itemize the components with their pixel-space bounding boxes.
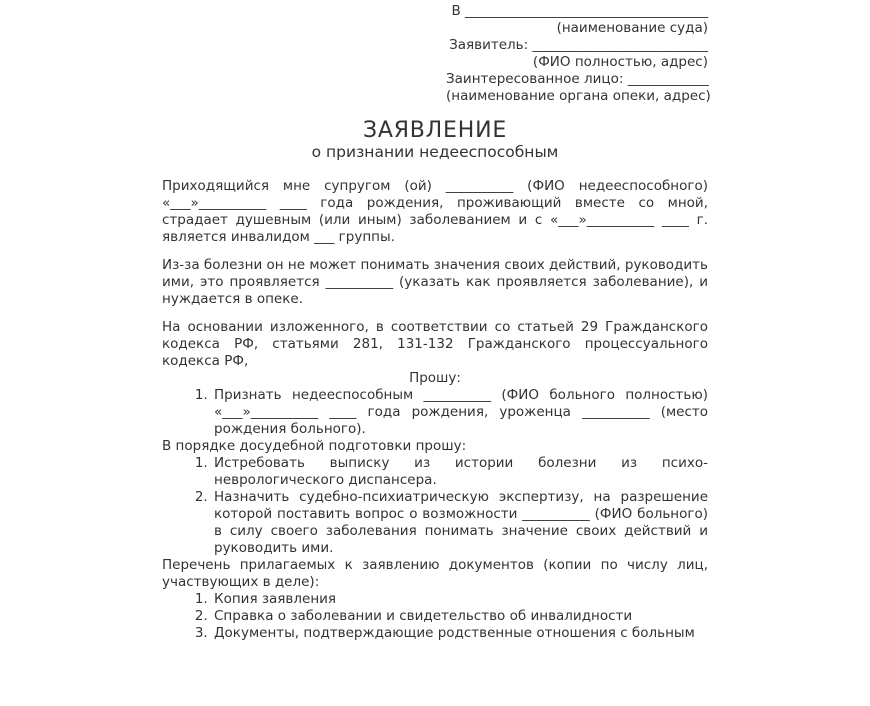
pretrial-list (162, 455, 708, 557)
applicant-blank: __________________________ (532, 37, 708, 53)
court-prefix: В (451, 3, 461, 19)
court-name-caption: (наименование суда) (556, 20, 708, 36)
interested-party-blank: ____________ (627, 71, 709, 87)
court-name-line (446, 3, 708, 20)
paragraph-illness: Из-за болезни он не может понимать значения своих действий, руководить ими, это проявляется __________ (указать как проявляется заболевание), и нуждается в опеке. (162, 257, 708, 307)
request-list (162, 387, 708, 438)
court-name-blank: ____________________________________ (465, 3, 708, 19)
document-body (162, 178, 708, 642)
attachment-item: 2. Справка о заболевании и свидетельство об инвалидности (212, 608, 708, 625)
court-header-block (446, 0, 711, 105)
attachments-intro: Перечень прилагаемых к заявлению документов (копии по числу лиц, участвующих в деле): (162, 557, 708, 590)
document-title: ЗАЯВЛЕНИЕ (362, 118, 508, 143)
attachments-list (162, 591, 708, 642)
applicant-caption: (ФИО полностью, адрес) (532, 54, 708, 70)
pretrial-item: 1. Истребовать выписку из истории болезни из психо-неврологического диспансера. (212, 455, 708, 489)
request-heading: Прошу: (409, 370, 461, 386)
interested-party-caption: (наименование органа опеки, адрес) (446, 88, 711, 104)
attachment-item: 1. Копия заявления (212, 591, 708, 608)
attachment-item: 3. Документы, подтверждающие родственные отношения с больным (212, 625, 708, 642)
paragraph-intro: Приходящийся мне супругом (ой) __________ (ФИО недееспособного) «___»__________ ____ года рождения, проживающий вместе со мной, страдает душевным (или иным) заболеванием и с «___»__________ ____ г. является инвалидом ___ группы. (162, 178, 708, 245)
applicant-line (446, 37, 708, 54)
applicant-label: Заявитель: (449, 37, 529, 53)
title-block (162, 118, 708, 162)
document-subtitle: о признании недееспособным (311, 143, 559, 161)
pretrial-intro: В порядке досудебной подготовки прошу: (162, 438, 467, 454)
interested-party-label: Заинтересованное лицо: (446, 71, 624, 87)
pretrial-item: 2. Назначить судебно-психиатрическую экспертизу, на разрешение которой поставить вопрос о возможности __________ (ФИО больного) в силу своего заболевания понимать значение своих действий и руководить ими. (212, 489, 708, 557)
application-document (162, 0, 711, 642)
paragraph-legal-basis: На основании изложенного, в соответствии со статьей 29 Гражданского кодекса РФ, статьями 281, 131-132 Гражданского процессуального кодекса РФ, (162, 319, 708, 369)
interested-party-line (446, 71, 708, 88)
request-item: 1. Признать недееспособным __________ (ФИО больного полностью) «___»__________ ____ года рождения, уроженца __________ (место рождения больного). (212, 387, 708, 438)
